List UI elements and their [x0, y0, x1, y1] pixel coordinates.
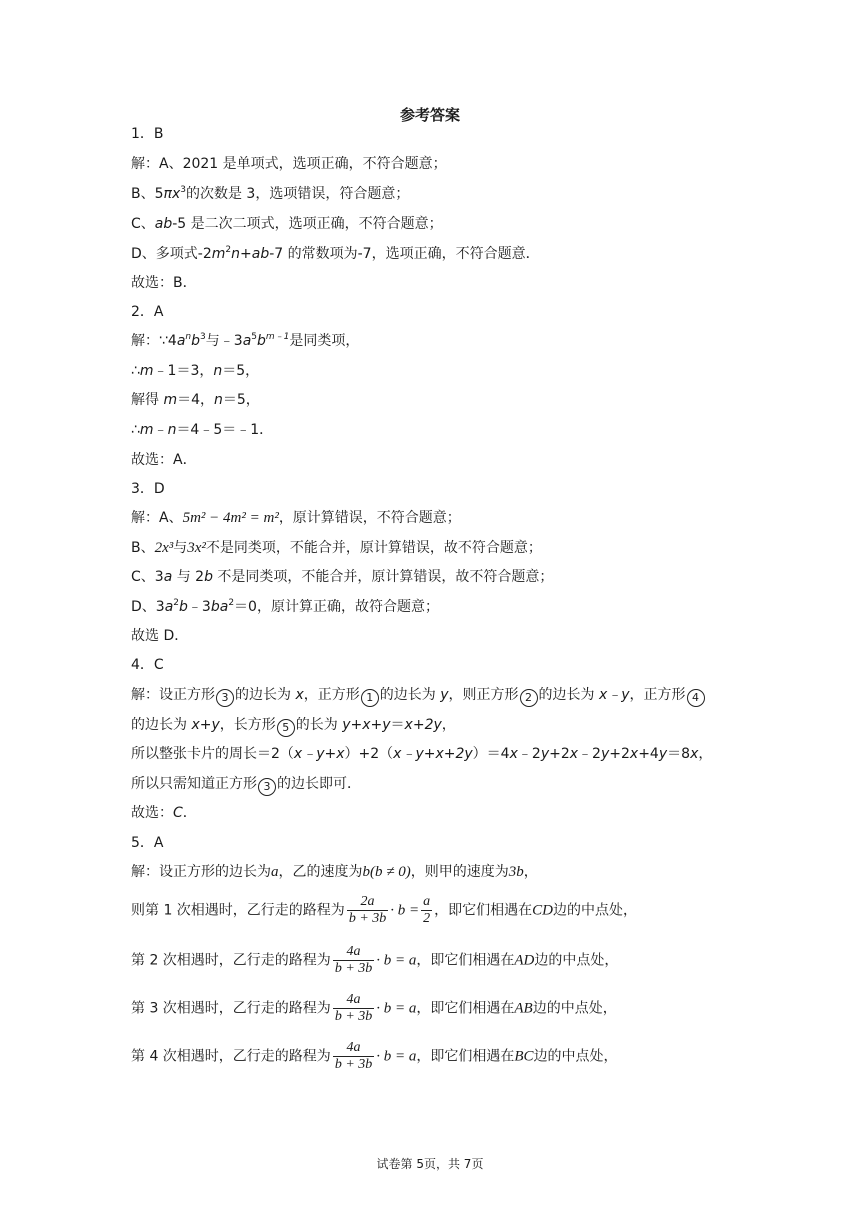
circled-1: 1 [361, 689, 379, 707]
q3-line2: B、2x³与3x²不是同类项，不能合并，原计算错误，故不符合题意； [131, 540, 542, 556]
q5-line1: 解：设正方形的边长为a，乙的速度为b(b ≠ 0)，则甲的速度为3b， [131, 864, 538, 880]
page-title: 参考答案 [399, 106, 460, 124]
q5-line3: 第 2 次相遇时，乙行走的路程为 $\frac{4a}{b + 3b}$ · b = a，即它们相遇在AD边的中点处， [131, 944, 619, 976]
q1-line1: 解：A、2021 是单项式，选项正确，不符合题意； [131, 156, 447, 172]
q3-line1: 解：A、5m² − 4m² = m²，原计算错误，不符合题意； [131, 510, 461, 526]
q2-line2: ∴m﹣1＝3，n＝5， [131, 363, 260, 379]
q1-conclusion: 故选：B． [131, 275, 197, 291]
circled-4: 4 [687, 689, 705, 707]
fraction-4a: $\frac{4a}{b + 3b}$ [334, 992, 373, 1024]
q1-line2: B、$5\pi x^3$的次数是 3，选项错误，符合题意； [131, 185, 410, 202]
q5-head: 5．A [131, 835, 164, 851]
q4-head: 4．C [131, 657, 164, 673]
q5-line4: 第 3 次相遇时，乙行走的路程为 $\frac{4a}{b + 3b}$ · b = a，即它们相遇在AB边的中点处， [131, 992, 617, 1024]
fraction-2a: $\frac{2a}{b + 3b}$ [348, 894, 387, 926]
q2-line1: 解：$\because 4a^nb^3$与$﹣3a^5b^{m﹣1}$是同类项， [131, 332, 360, 349]
q4-conclusion: 故选：C． [131, 805, 197, 821]
q4-line4: 所以只需知道正方形 3 的边长即可． [131, 774, 361, 796]
circled-5: 5 [277, 719, 295, 737]
fraction-4a: $\frac{4a}{b + 3b}$ [334, 944, 373, 976]
q2-head: 2．A [131, 304, 164, 320]
q2-line3: 解得 m＝4，n＝5， [131, 392, 260, 408]
q2-conclusion: 故选：A． [131, 452, 197, 468]
q3-conclusion: 故选 D． [131, 628, 189, 644]
circled-2: 2 [520, 689, 538, 707]
q5-line5: 第 4 次相遇时，乙行走的路程为 $\frac{4a}{b + 3b}$ · b = a，即它们相遇在BC边的中点处， [131, 1040, 618, 1072]
circled-3-again: 3 [258, 778, 276, 796]
circled-3: 3 [216, 689, 234, 707]
q1-head: 1．B [131, 126, 164, 142]
q3-head: 3．D [131, 481, 165, 497]
q3-line3: C、3a 与 2b 不是同类项，不能合并，原计算错误，故不符合题意； [131, 569, 554, 585]
q1-line4: D、多项式$-2m^2n+ab-7$ 的常数项为-7，选项正确，不符合题意． [131, 245, 540, 262]
page-footer: 试卷第 5页，共 7页 [376, 1157, 484, 1171]
q1-line3: C、ab-5 是二次二项式，选项正确，不符合题意； [131, 216, 443, 232]
fraction-4a: $\frac{4a}{b + 3b}$ [334, 1040, 373, 1072]
fraction-a-half: $\frac{a}{2}$ [423, 894, 431, 926]
q4-line2: 的边长为 x+y，长方形 5 的长为 y+x+y＝x+2y， [131, 715, 456, 737]
q3-line4: D、$3a^2b﹣3ba^2=0$，原计算正确，故符合题意； [131, 598, 439, 615]
q2-line4: ∴m﹣n＝4﹣5＝﹣1． [131, 422, 274, 438]
q4-line3: 所以整张卡片的周长＝2（x﹣y+x）+2（x﹣y+x+2y）＝4x﹣2y+2x﹣2y+2x+4y＝8x， [131, 746, 713, 762]
q5-line2: 则第 1 次相遇时，乙行走的路程为 $\frac{2a}{b + 3b}$ · b = $\frac{a}{2}$ ，即它们相遇在CD边的中点处， [131, 894, 637, 926]
q4-line1: 解：设正方形 3 的边长为 x，正方形 1 的边长为 y，则正方形 2 的边长为 x﹣y，正方形 4 [131, 685, 706, 707]
